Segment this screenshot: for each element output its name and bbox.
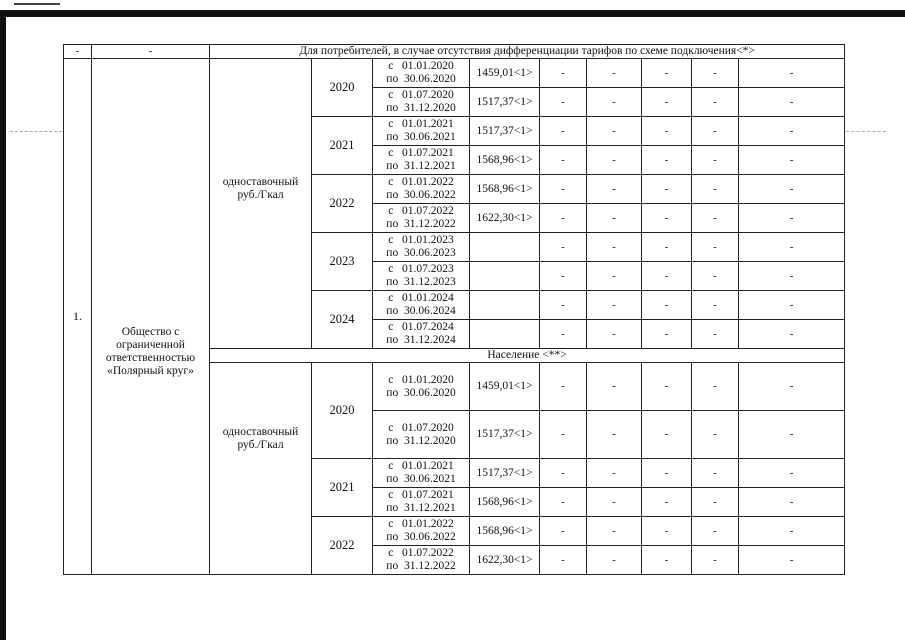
organization-name: [92, 59, 210, 575]
period-to: по 31.12.2024: [386, 334, 456, 346]
dash-cell: -: [540, 291, 587, 320]
dash-cell: -: [692, 411, 739, 459]
scan-artifact-line: [846, 131, 886, 132]
dash-cell: -: [587, 411, 642, 459]
year-cell: 2021: [312, 117, 373, 175]
dash-cell: -: [587, 233, 642, 262]
dash-cell: -: [540, 363, 587, 411]
period-cell: [373, 291, 470, 320]
dash-cell: -: [587, 175, 642, 204]
dash-cell: -: [739, 204, 845, 233]
period-from: с 01.07.2020: [388, 421, 454, 434]
dash-cell: -: [540, 320, 587, 349]
period-to: по 30.06.2021: [386, 131, 456, 143]
dash-cell: -: [642, 175, 692, 204]
dash-cell: -: [587, 546, 642, 575]
dash-cell: -: [587, 88, 642, 117]
period-from: с 01.01.2023: [388, 234, 454, 246]
period-from: с 01.07.2024: [388, 321, 454, 333]
section-title-population: Население <**>: [210, 349, 845, 363]
tariff-value-cell: 1568,96<1>: [470, 488, 540, 517]
tariff-value-cell: 1517,37<1>: [470, 459, 540, 488]
dash-cell: -: [739, 363, 845, 411]
period-to: по 31.12.2020: [386, 102, 456, 114]
period-cell: [373, 320, 470, 349]
dash-cell: -: [692, 291, 739, 320]
organization-name-line: «Полярный круг»: [107, 364, 194, 377]
tariff-value-cell: 1568,96<1>: [470, 175, 540, 204]
tariff-value-cell: 1517,37<1>: [470, 88, 540, 117]
dash-cell: -: [642, 262, 692, 291]
dash-cell: -: [540, 459, 587, 488]
dash-cell: -: [587, 262, 642, 291]
dash-cell: -: [692, 59, 739, 88]
period-cell: [373, 233, 470, 262]
dash-cell: -: [642, 411, 692, 459]
dash-cell: -: [642, 291, 692, 320]
row-number: 1.: [64, 59, 92, 575]
period-cell: [373, 59, 470, 88]
dash-cell: -: [739, 320, 845, 349]
period-to: по 30.06.2020: [386, 386, 456, 399]
year-cell: 2024: [312, 291, 373, 349]
dash-cell: -: [692, 146, 739, 175]
dash-cell: -: [642, 117, 692, 146]
period-to: по 31.12.2022: [386, 218, 456, 230]
tariff-type-line: одноставочный: [222, 175, 299, 188]
dash-cell: -: [587, 517, 642, 546]
tariff-type-line: руб./Гкал: [237, 188, 284, 201]
dash-cell: -: [692, 459, 739, 488]
tariff-value-cell: [470, 291, 540, 320]
dash-cell: -: [642, 233, 692, 262]
period-to: по 30.06.2022: [386, 189, 456, 201]
dash-cell: -: [642, 459, 692, 488]
tariff-value-cell: [470, 233, 540, 262]
dash-cell: -: [642, 488, 692, 517]
period-from: с 01.01.2020: [388, 373, 454, 386]
header-cell-organization: -: [92, 45, 210, 59]
table-row: [64, 59, 845, 88]
dash-cell: -: [739, 546, 845, 575]
tariff-value-cell: 1459,01<1>: [470, 59, 540, 88]
period-to: по 31.12.2021: [386, 502, 456, 514]
tariff-value-cell: 1568,96<1>: [470, 517, 540, 546]
period-from: с 01.01.2020: [388, 60, 454, 72]
dash-cell: -: [739, 488, 845, 517]
period-from: с 01.07.2022: [388, 547, 454, 559]
period-cell: [373, 517, 470, 546]
dash-cell: -: [540, 233, 587, 262]
dash-cell: -: [642, 546, 692, 575]
organization-name-line: Общество с: [121, 325, 180, 338]
dash-cell: -: [540, 546, 587, 575]
dash-cell: -: [692, 175, 739, 204]
year-cell: 2022: [312, 175, 373, 233]
dash-cell: -: [587, 59, 642, 88]
tariff-value-cell: 1459,01<1>: [470, 363, 540, 411]
period-from: с 01.07.2023: [388, 263, 454, 275]
period-from: с 01.07.2021: [388, 489, 454, 501]
tariff-value-cell: [470, 262, 540, 291]
dash-cell: -: [692, 117, 739, 146]
tariff-table-body: [64, 45, 845, 575]
dash-cell: -: [692, 517, 739, 546]
period-to: по 30.06.2024: [386, 305, 456, 317]
year-cell: 2022: [312, 517, 373, 575]
organization-name-line: ограниченной: [116, 338, 185, 351]
period-to: по 30.06.2022: [386, 531, 456, 543]
period-cell: [373, 117, 470, 146]
dash-cell: -: [739, 175, 845, 204]
dash-cell: -: [739, 233, 845, 262]
year-cell: 2020: [312, 59, 373, 117]
dash-cell: -: [642, 320, 692, 349]
dash-cell: -: [739, 146, 845, 175]
tariff-value-cell: 1517,37<1>: [470, 411, 540, 459]
period-cell: [373, 204, 470, 233]
period-from: с 01.01.2021: [388, 118, 454, 130]
dash-cell: -: [692, 262, 739, 291]
tariff-value-cell: [470, 320, 540, 349]
tariff-value-cell: 1622,30<1>: [470, 546, 540, 575]
dash-cell: -: [739, 517, 845, 546]
dash-cell: -: [692, 363, 739, 411]
dash-cell: -: [692, 488, 739, 517]
dash-cell: -: [739, 459, 845, 488]
dash-cell: -: [642, 204, 692, 233]
dash-cell: -: [540, 262, 587, 291]
dash-cell: -: [587, 320, 642, 349]
tariff-value-cell: 1568,96<1>: [470, 146, 540, 175]
year-cell: 2020: [312, 363, 373, 459]
dash-cell: -: [739, 117, 845, 146]
dash-cell: -: [692, 233, 739, 262]
dash-cell: -: [739, 88, 845, 117]
scan-top-border: [0, 10, 905, 17]
period-from: с 01.01.2021: [388, 460, 454, 472]
dash-cell: -: [540, 411, 587, 459]
scan-corner-mark: [14, 3, 60, 5]
dash-cell: -: [642, 363, 692, 411]
dash-cell: -: [642, 59, 692, 88]
period-from: с 01.01.2022: [388, 176, 454, 188]
dash-cell: -: [692, 546, 739, 575]
dash-cell: -: [540, 204, 587, 233]
dash-cell: -: [540, 488, 587, 517]
dash-cell: -: [540, 146, 587, 175]
period-cell: [373, 146, 470, 175]
tariff-type-line: одноставочный: [222, 425, 299, 438]
year-cell: 2023: [312, 233, 373, 291]
period-cell: [373, 88, 470, 117]
period-to: по 31.12.2020: [386, 434, 456, 447]
period-to: по 30.06.2023: [386, 247, 456, 259]
dash-cell: -: [692, 88, 739, 117]
dash-cell: -: [739, 262, 845, 291]
header-cell-number: -: [64, 45, 92, 59]
dash-cell: -: [587, 459, 642, 488]
dash-cell: -: [587, 117, 642, 146]
period-cell: [373, 459, 470, 488]
dash-cell: -: [540, 59, 587, 88]
tariff-type: [210, 363, 312, 575]
dash-cell: -: [587, 488, 642, 517]
section-title-consumers: Для потребителей, в случае отсутствия дифференциации тарифов по схеме подключения<*>: [210, 45, 845, 59]
period-to: по 31.12.2022: [386, 560, 456, 572]
dash-cell: -: [587, 291, 642, 320]
scan-artifact-line: [10, 131, 62, 132]
dash-cell: -: [540, 175, 587, 204]
dash-cell: -: [642, 517, 692, 546]
tariff-value-cell: 1622,30<1>: [470, 204, 540, 233]
dash-cell: -: [540, 117, 587, 146]
period-cell: [373, 262, 470, 291]
dash-cell: -: [739, 59, 845, 88]
period-from: с 01.01.2024: [388, 292, 454, 304]
year-cell: 2021: [312, 459, 373, 517]
dash-cell: -: [739, 411, 845, 459]
period-to: по 30.06.2021: [386, 473, 456, 485]
tariff-table: [63, 44, 845, 575]
period-cell: [373, 411, 470, 459]
dash-cell: -: [739, 291, 845, 320]
dash-cell: -: [587, 363, 642, 411]
period-from: с 01.07.2022: [388, 205, 454, 217]
period-to: по 31.12.2023: [386, 276, 456, 288]
tariff-type-line: руб./Гкал: [237, 438, 284, 451]
period-cell: [373, 363, 470, 411]
period-to: по 31.12.2021: [386, 160, 456, 172]
period-to: по 30.06.2020: [386, 73, 456, 85]
scan-left-border: [0, 10, 6, 640]
tariff-type: [210, 59, 312, 349]
period-cell: [373, 488, 470, 517]
period-from: с 01.01.2022: [388, 518, 454, 530]
dash-cell: -: [540, 517, 587, 546]
dash-cell: -: [692, 320, 739, 349]
dash-cell: -: [692, 204, 739, 233]
period-cell: [373, 546, 470, 575]
dash-cell: -: [587, 204, 642, 233]
table-header-row: [64, 45, 845, 59]
dash-cell: -: [642, 146, 692, 175]
organization-name-line: ответственностью: [105, 351, 196, 364]
period-from: с 01.07.2021: [388, 147, 454, 159]
dash-cell: -: [540, 88, 587, 117]
tariff-value-cell: 1517,37<1>: [470, 117, 540, 146]
period-cell: [373, 175, 470, 204]
dash-cell: -: [587, 146, 642, 175]
period-from: с 01.07.2020: [388, 89, 454, 101]
dash-cell: -: [642, 88, 692, 117]
